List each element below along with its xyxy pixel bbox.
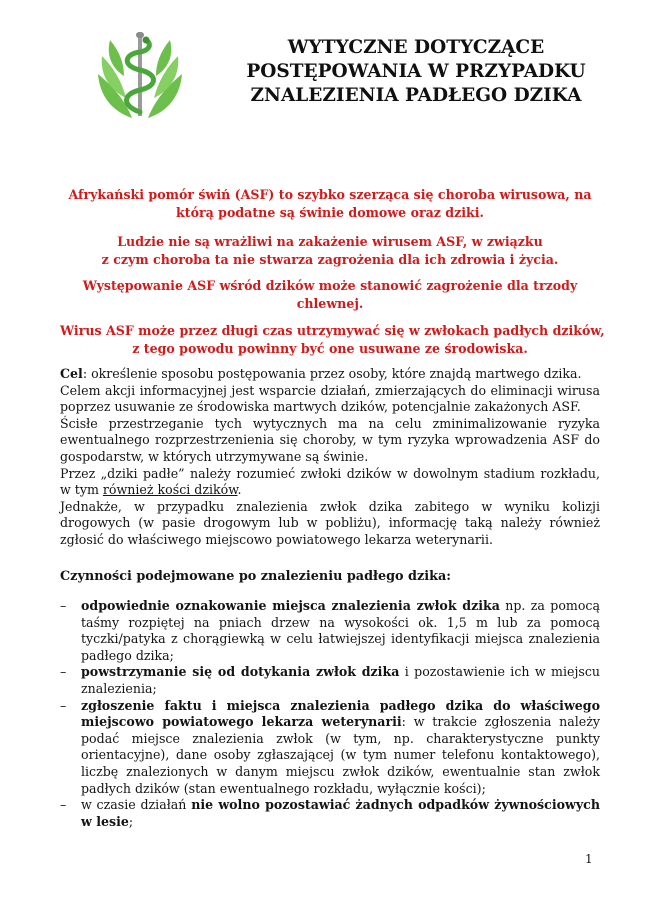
dash-bullet: – <box>60 664 67 680</box>
list-item-bold: powstrzymanie się od dotykania zwłok dzika <box>81 664 400 680</box>
title-line: POSTĘPOWANIA W PRZYPADKU <box>246 61 586 82</box>
cel-label: Cel <box>60 366 83 381</box>
red-line: Wirus ASF może przez długi czas utrzymywać się w zwłokach padłych dzików, <box>60 323 605 338</box>
paragraph-dziki-padle <box>60 466 600 499</box>
dash-bullet: – <box>60 697 67 713</box>
list-item <box>60 598 600 664</box>
red-line: którą podatne są świnie domowe oraz dziki. <box>176 205 484 220</box>
red-line: z czym choroba ta nie stwarza zagrożenia dla ich zdrowia i życia. <box>101 252 559 267</box>
title-line: ZNALEZIENIA PADŁEGO DZIKA <box>250 85 582 106</box>
text-span: Przez „dziki padłe” należy rozumieć zwłoki dzików w dowolnym stadium rozkładu, w tym <box>60 465 600 498</box>
list-item <box>60 664 600 697</box>
list-item-bold: nie wolno pozostawiać żadnych odpadków żywnościowych w lesie <box>81 797 600 829</box>
cel-text: : określenie sposobu postępowania przez osoby, które znajdą martwego dzika. <box>82 366 582 381</box>
paragraph-scisle: Ścisłe przestrzeganie tych wytycznych ma na celu zminimalizowanie ryzyka ewentualnego rozprzestrzenienia się choroby, w tym ryzyka wprowadzenia ASF do gospodarstw, w których utrzymywane są świnie. <box>60 415 600 464</box>
list-item-text: i pozostawienie ich w miejscu znalezienia; <box>81 664 600 696</box>
red-paragraph-pig-threat <box>60 277 600 313</box>
dash-bullet: – <box>60 598 67 613</box>
list-item-bold: zgłoszenie faktu i miejsca znalezienia padłego dzika do właściwego miejscowo powiatowego lekarza weterynarii <box>81 697 600 730</box>
underlined-text: również kości dzików <box>102 482 238 498</box>
paragraph-jednakze: Jednakże, w przypadku znalezienia zwłok dzika zabitego w wyniku kolizji drogowych (w pasie drogowym lub w pobliżu), informację taką należy również zgłosić do właściwego miejscowo powiatowego lekarza weterynarii. <box>60 498 600 547</box>
paragraph-cel <box>60 366 600 383</box>
list-item-text: : w trakcie zgłoszenia należy podać miejsce znalezienia zwłok (w tym, np. charakterystyczne punkty orientacyjne), dane osoby zgłaszającej (w tym numer telefonu kontaktowego), liczbę znalezionych w danym miejscu zwłok dzików, ewentualnie stan zwłok padłych dzików (stan ewentualnego rozkładu, wyłącznie kości); <box>81 714 600 796</box>
actions-list <box>60 598 600 830</box>
paragraph-celem-akcji: Celem akcji informacyjnej jest wsparcie działań, zmierzających do eliminacji wirusa poprzez usuwanie ze środowiska martwych dzików, potencjalnie zakażonych ASF. <box>60 382 600 415</box>
list-item-text: w czasie działań <box>81 797 192 813</box>
red-line: z tego powodu powinny być one usuwane ze środowiska. <box>132 341 528 356</box>
red-paragraph-human-safety <box>60 233 600 269</box>
red-line: chlewnej. <box>296 296 364 311</box>
list-item-text: np. za pomocą taśmy rozpiętej na pniach drzew na wysokości ok. 1,5 m lub za pomocą tyczki/patyka z chorągiewką w celu łatwiejszej identyfikacji miejsca znalezienia padłego dzika; <box>81 598 600 663</box>
dash-bullet: – <box>60 797 67 813</box>
caduceus-leaves-logo <box>92 28 188 124</box>
section-heading: Czynności podejmowane po znalezieniu padłego dzika: <box>60 569 451 584</box>
list-item <box>60 698 600 798</box>
red-paragraph-asf-definition <box>60 186 600 222</box>
red-line: Afrykański pomór świń (ASF) to szybko szerząca się choroba wirusowa, na <box>68 187 592 202</box>
document-title <box>206 36 626 108</box>
list-item-text: ; <box>128 813 134 829</box>
body-text <box>60 366 600 549</box>
red-line: Ludzie nie są wrażliwi na zakażenie wirusem ASF, w związku <box>117 234 543 249</box>
list-item-bold: odpowiednie oznakowanie miejsca znalezienia zwłok dzika <box>81 598 500 613</box>
page-number: 1 <box>585 852 593 866</box>
title-line: WYTYCZNE DOTYCZĄCE <box>287 37 545 58</box>
red-line: Występowanie ASF wśród dzików może stanowić zagrożenie dla trzody <box>82 278 578 293</box>
list-item <box>60 797 600 830</box>
text-span: . <box>237 482 242 498</box>
red-paragraph-virus-persistence <box>60 322 605 358</box>
